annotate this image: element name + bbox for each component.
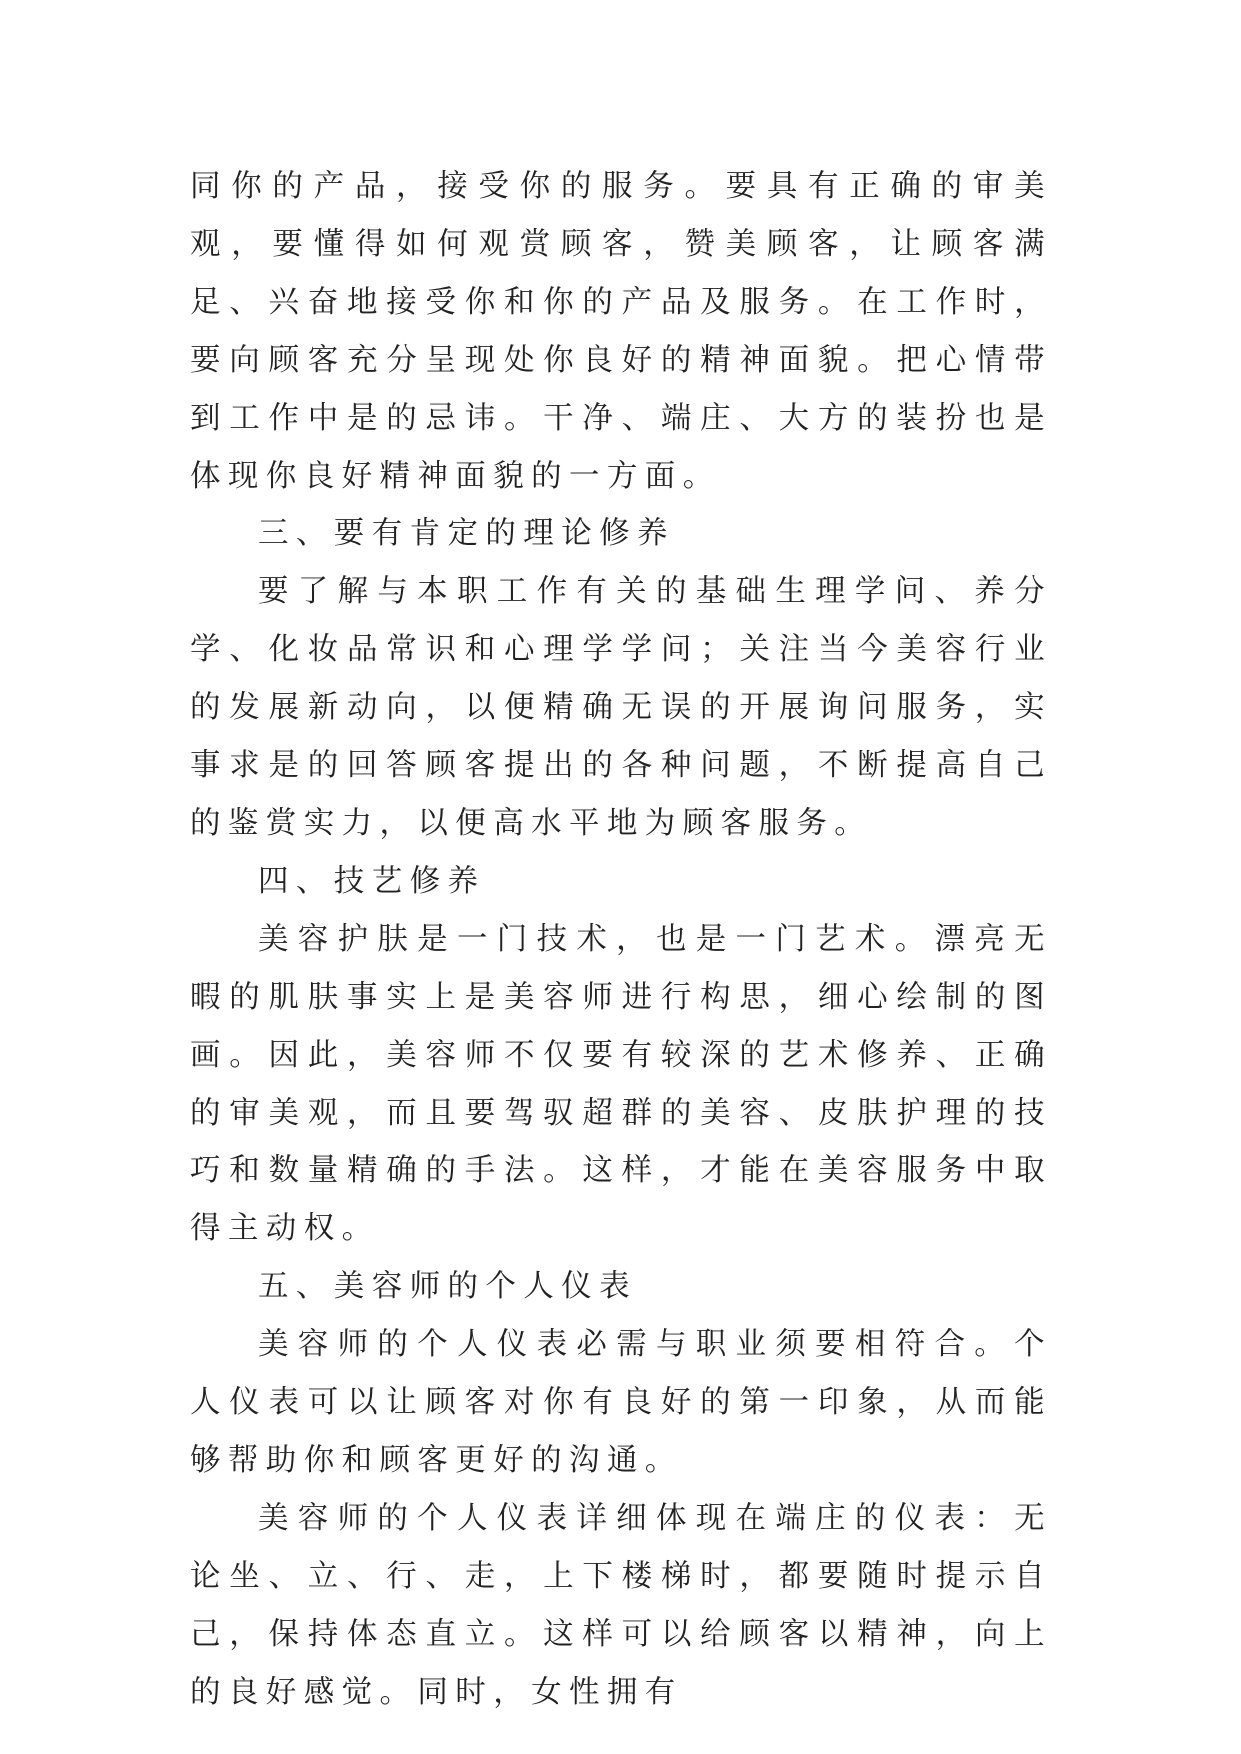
section-heading-appearance: 五、美容师的个人仪表 (258, 1269, 637, 1305)
paragraph-continuation: 同你的产品，接受你的服务。要具有正确的审美观，要懂得如何观赏顾客，赞美顾客，让顾客满足、兴奋地接受你和你的产品及服务。在工作时，要向顾客充分呈现处你良好的精神面貌。把心情带到工作中是的忌讳。干净、端庄、大方的装扮也是体现你良好精神面貌的一方面。 (190, 169, 1052, 494)
document-body (190, 158, 1052, 1721)
paragraph-appearance-1: 美容师的个人仪表必需与职业须要相符合。个人仪表可以让顾客对你有良好的第一印象，从而能够帮助你和顾客更好的沟通。 (190, 1327, 1052, 1478)
section-heading-theory: 三、要有肯定的理论修养 (258, 516, 675, 552)
section-heading-skills: 四、技艺修养 (258, 863, 486, 899)
paragraph-skills: 美容护肤是一门技术，也是一门艺术。漂亮无暇的肌肤事实上是美容师进行构思，细心绘制的图画。因此，美容师不仅要有较深的艺术修养、正确的审美观，而且要驾驭超群的美容、皮肤护理的技巧和数量精确的手法。这样，才能在美容服务中取得主动权。 (190, 921, 1052, 1247)
paragraph-appearance-2: 美容师的个人仪表详细体现在端庄的仪表：无论坐、立、行、走，上下楼梯时，都要随时提示自己，保持体态直立。这样可以给顾客以精神，向上的良好感觉。同时，女性拥有 (190, 1500, 1052, 1710)
paragraph-theory: 要了解与本职工作有关的基础生理学问、养分学、化妆品常识和心理学学问；关注当今美容行业的发展新动向，以便精确无误的开展询问服务，实事求是的回答顾客提出的各种问题，不断提高自己的鉴赏实力，以便高水平地为顾客服务。 (190, 574, 1052, 841)
